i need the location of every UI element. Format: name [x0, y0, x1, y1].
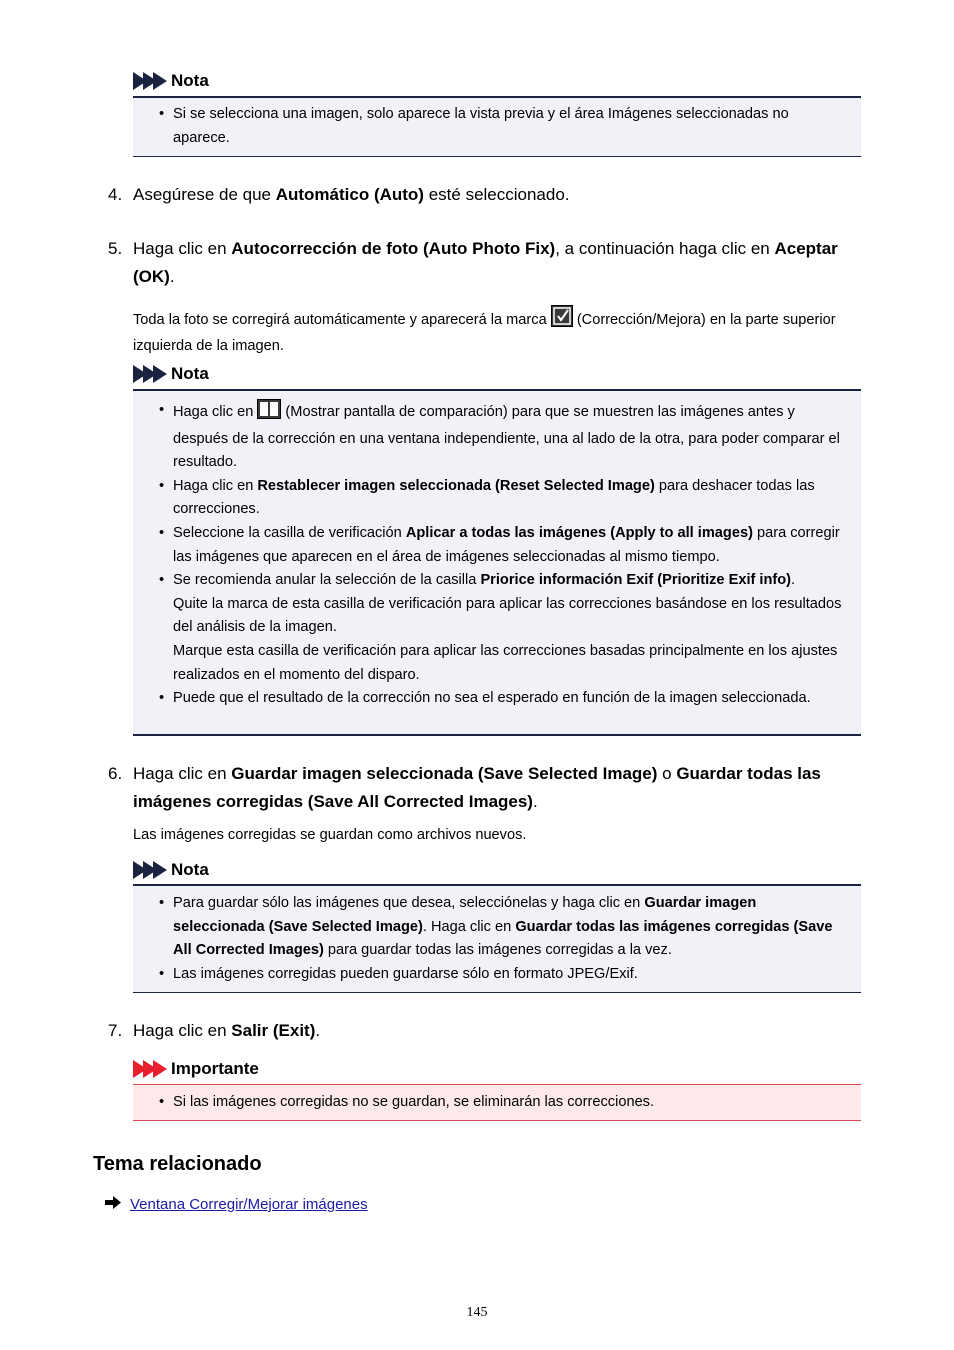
step-number: 4.	[108, 185, 123, 204]
note-header	[133, 70, 209, 92]
compare-screen-icon	[257, 399, 281, 428]
note-title: Nota	[171, 860, 209, 879]
important-chevron-icon	[133, 1060, 163, 1078]
note-chevron-icon	[133, 861, 163, 879]
step-number: 6.	[108, 764, 123, 783]
step-5-description: Toda la foto se corregirá automáticamente y aparecerá la marca (Corrección/Mejora) en la parte superior izquierda de la imagen.	[133, 305, 853, 358]
note-box	[133, 96, 861, 157]
list-item: • Haga clic en (Mostrar pantalla de comparación) para que se muestren las imágenes antes y después de la corrección en una ventana independiente, una al lado de la otra, para poder comparar el resultado.	[133, 399, 861, 475]
list-item: • Para guardar sólo las imágenes que desea, selecciónelas y haga clic en Guardar imagen seleccionada (Save Selected Image). Haga clic en Guardar todas las imágenes corregidas (Save All Corrected Images) para guardar todas las imágenes corregidas a la vez.	[159, 895, 833, 959]
related-link-row	[105, 1196, 368, 1213]
note-box	[133, 389, 861, 736]
step-7: 7. Haga clic en Salir (Exit).	[108, 1017, 868, 1045]
note-header	[133, 859, 209, 881]
note-chevron-icon	[133, 72, 163, 90]
note-box	[133, 884, 861, 993]
step-number: 5.	[108, 239, 123, 258]
step-5: 5. Haga clic en Autocorrección de foto (Auto Photo Fix), a continuación haga clic en Aceptar (OK).	[108, 235, 868, 291]
step-number: 7.	[108, 1021, 123, 1040]
list-item: • Seleccione la casilla de verificación Aplicar a todas las imágenes (Apply to all images) para corregir las imágenes que aparecen en el área de imágenes seleccionadas al mismo tiempo.	[159, 524, 840, 565]
note-title: Nota	[171, 71, 209, 90]
step-6-description: Las imágenes corregidas se guardan como archivos nuevos.	[133, 827, 527, 843]
list-item: • Puede que el resultado de la corrección no sea el esperado en función de la imagen seleccionada.	[159, 690, 811, 707]
note-header	[133, 363, 209, 385]
page-number: 145	[466, 1305, 488, 1320]
list-item: • Haga clic en Restablecer imagen seleccionada (Reset Selected Image) para deshacer todas las correcciones.	[159, 477, 815, 518]
list-item: • Las imágenes corregidas pueden guardarse sólo en formato JPEG/Exif.	[159, 965, 638, 982]
note-title: Nota	[171, 364, 209, 383]
important-box	[133, 1084, 861, 1121]
important-title: Importante	[171, 1059, 259, 1078]
related-heading: Tema relacionado	[93, 1153, 262, 1175]
list-item: • Si las imágenes corregidas no se guardan, se eliminarán las correcciones.	[159, 1094, 655, 1110]
step-4: 4. Asegúrese de que Automático (Auto) esté seleccionado.	[108, 181, 868, 209]
list-item: • Si se selecciona una imagen, solo aparece la vista previa y el área Imágenes seleccionadas no aparece.	[159, 106, 789, 146]
important-header	[133, 1058, 259, 1080]
related-link[interactable]: Ventana Corregir/Mejorar imágenes	[130, 1196, 368, 1213]
correction-enhance-icon	[551, 305, 573, 335]
step-6: 6. Haga clic en Guardar imagen seleccionada (Save Selected Image) o Guardar todas las imágenes corregidas (Save All Corrected Images).	[108, 760, 868, 816]
list-item: • Se recomienda anular la selección de la casilla Priorice información Exif (Prioritize Exif info). Quite la marca de esta casilla de verificación para aplicar las correcciones basándose en los resultados del análisis de la imagen. Marque esta casilla de verificación para aplicar las correcciones basadas principalmente en los ajustes realizados en el momento del disparo.	[159, 572, 842, 683]
arrow-right-icon	[105, 1196, 121, 1213]
note-chevron-icon	[133, 365, 163, 383]
